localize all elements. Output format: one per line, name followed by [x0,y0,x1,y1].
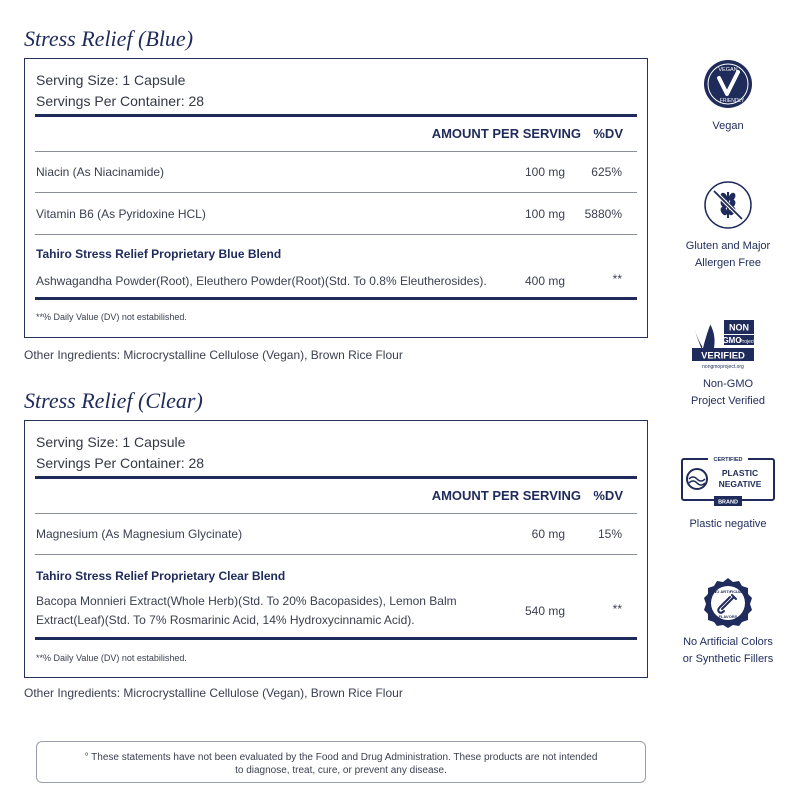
badge-gluten-free [664,180,792,272]
badge-nongmo-label-line2: Project Verified [691,395,765,407]
blue-row-name: Niacin (As Niacinamide) [36,165,165,179]
blue-header-dv: %DV [593,126,623,141]
artificial-icon-text-top: NO ARTIFICIAL [713,589,743,594]
badge-non-gmo [664,318,792,410]
clear-footnote: **% Daily Value (DV) not estabilished. [36,653,187,663]
clear-supplement-facts-panel [24,420,648,678]
clear-section-title: Stress Relief (Clear) [24,388,203,413]
badge-artificial-label-line2: or Synthetic Fillers [682,653,774,665]
blue-blend-amount: 400 mg [524,274,565,288]
nongmo-icon-text2: GMO [722,336,742,345]
blue-section-title: Stress Relief (Blue) [24,26,194,51]
badge-vegan [664,58,792,135]
wheat-crossed-icon [703,180,753,230]
vegan-friendly-icon [702,58,754,110]
blue-divider [35,192,637,193]
clear-blend-title: Tahiro Stress Relief Proprietary Clear Blend [36,569,286,583]
clear-row-name: Magnesium (As Magnesium Glycinate) [36,527,243,541]
badge-gluten-label [664,238,792,272]
clear-header-dv: %DV [593,488,623,503]
blue-row-amount: 100 mg [524,207,565,221]
clear-blend-dv: ** [612,602,622,616]
blue-other-ingredients: Other Ingredients: Microcrystalline Cellulose (Vegan), Brown Rice Flour [24,348,403,362]
blue-header-rule [35,114,637,117]
badge-gluten-label-line2: Allergen Free [694,257,762,269]
badge-no-artificial [664,576,792,668]
plastic-icon-text2: PLASTIC [721,468,759,478]
blue-blend-ingredients: Ashwagandha Powder(Root), Eleuthero Powder(Root)(Std. To 0.8% Eleutherosides). [36,274,487,288]
badge-nongmo-label [664,376,792,410]
blue-row-amount: 100 mg [524,165,565,179]
no-artificial-icon [702,576,754,628]
clear-other-ingredients: Other Ingredients: Microcrystalline Cellulose (Vegan), Brown Rice Flour [24,686,403,700]
badge-gluten-label-line1: Gluten and Major [685,240,771,252]
clear-row-dv: 15% [597,527,622,541]
blue-row-name: Vitamin B6 (As Pyridoxine HCL) [36,207,206,221]
clear-serving-size: Serving Size: 1 Capsule [36,434,186,450]
nongmo-icon-text3: Project [739,339,755,345]
blue-footer-rule [35,297,637,300]
blue-divider [35,151,637,152]
plastic-icon-text3: NEGATIVE [718,479,762,489]
clear-row-amount: 60 mg [531,527,565,541]
badge-artificial-label [664,634,792,668]
blue-serving-size: Serving Size: 1 Capsule [36,72,186,88]
non-gmo-icon [688,318,768,370]
clear-blend-ingredients-line2: Extract(Leaf)(Std. To 7% Rosmarinic Acid, 14% Hydroxycinnamic Acid). [36,613,415,627]
clear-blend-amount: 540 mg [524,604,565,618]
fda-disclaimer [36,741,646,783]
clear-divider [35,513,637,514]
nongmo-icon-text5: nongmoproject.org [702,364,744,370]
blue-supplement-facts-panel [24,58,648,338]
vegan-icon-text-bottom: FRIENDLY [719,98,745,104]
plastic-icon-text4: BRAND [718,499,738,506]
badge-vegan-label: Vegan [712,120,744,132]
nongmo-icon-text4: VERIFIED [701,350,745,362]
blue-servings-per-container: Servings Per Container: 28 [36,93,205,109]
blue-divider [35,234,637,235]
disclaimer-line1: ° These statements have not been evaluated by the Food and Drug Administration. These products are not intended [84,752,598,763]
clear-blend-ingredients-line1: Bacopa Monnieri Extract(Whole Herb)(Std. To 20% Bacopasides), Lemon Balm [36,594,457,608]
artificial-icon-text-bottom: FLAVORS [718,614,738,619]
badge-plastic-label: Plastic negative [689,518,767,530]
badge-artificial-label-line1: No Artificial Colors [683,636,773,648]
clear-servings-per-container: Servings Per Container: 28 [36,455,205,471]
plastic-icon-text1: CERTIFIED [713,457,743,463]
blue-row-dv: 625% [591,165,622,179]
clear-header-rule [35,476,637,479]
badge-plastic-negative [664,454,792,533]
blue-blend-title: Tahiro Stress Relief Proprietary Blue Blend [36,247,282,261]
clear-divider [35,554,637,555]
blue-blend-dv: ** [612,272,622,286]
clear-header-amount: AMOUNT PER SERVING [431,488,581,503]
disclaimer-line2: to diagnose, treat, cure, or prevent any disease. [235,765,447,776]
blue-row-dv: 5880% [584,207,622,221]
nongmo-icon-text1: NON [729,322,749,333]
blue-header-amount: AMOUNT PER SERVING [431,126,581,141]
clear-footer-rule [35,637,637,640]
vegan-icon-text-top: VEGAN [718,67,738,73]
blue-footnote: **% Daily Value (DV) not estabilished. [36,312,187,322]
badge-nongmo-label-line1: Non-GMO [702,378,754,390]
plastic-negative-icon [680,454,776,508]
